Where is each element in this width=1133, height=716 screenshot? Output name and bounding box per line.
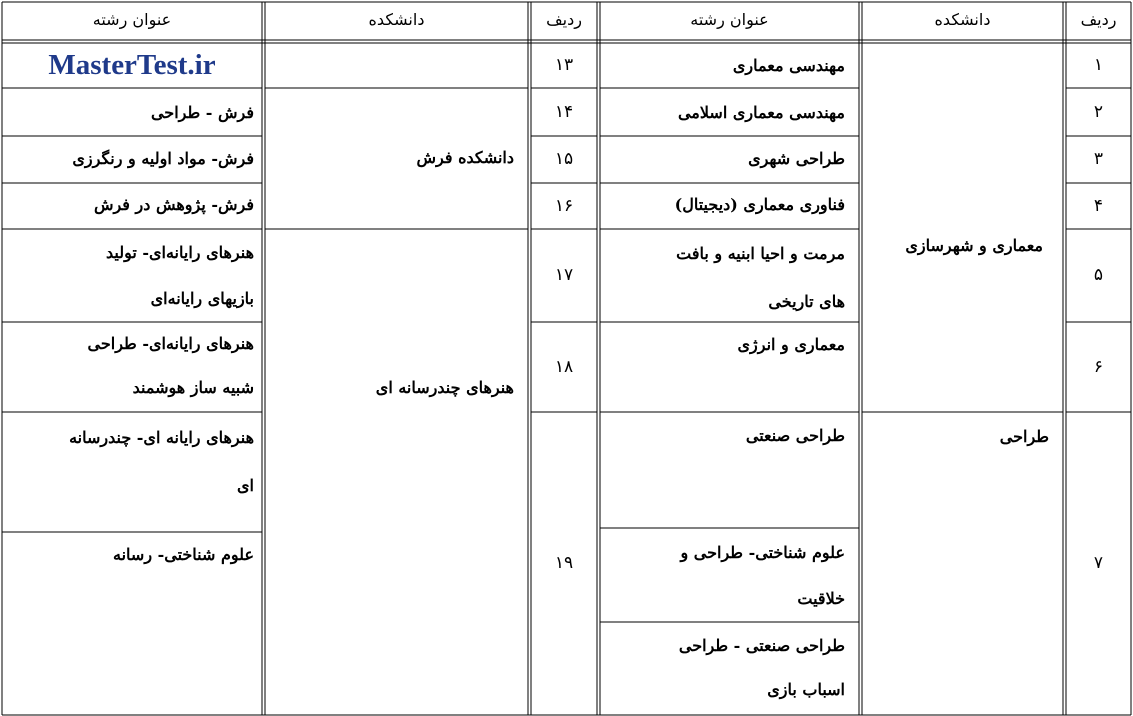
field-name: طراحی شهری xyxy=(748,149,845,168)
row-number: ۱ xyxy=(1093,55,1104,75)
field-name xyxy=(600,230,859,326)
header-daneshkadeh-right: دانشکده xyxy=(934,10,991,29)
field-name: فرش - طراحی xyxy=(150,103,254,122)
row-number: ۱۷ xyxy=(554,265,574,285)
field-line: طراحی صنعتی - طراحی xyxy=(678,636,845,655)
row-number: ۷ xyxy=(1093,553,1104,573)
row-number: ۱۳ xyxy=(554,55,574,75)
field-name xyxy=(2,230,262,322)
field-name: مهندسی معماری اسلامی xyxy=(677,103,845,122)
field-name: معماری و انرژی xyxy=(737,335,845,354)
row-number: ۱۶ xyxy=(554,196,574,216)
row-number: ۱۵ xyxy=(554,149,574,169)
row-number: ۲ xyxy=(1093,102,1104,122)
faculty-memari: معماری و شهرسازی xyxy=(905,236,1043,255)
field-line: اسباب بازی xyxy=(767,680,845,699)
row-number: ۶ xyxy=(1093,357,1104,377)
field-line: خلاقیت xyxy=(797,589,845,608)
field-name: علوم شناختی- رسانه xyxy=(113,545,254,564)
field-name xyxy=(600,530,859,622)
header-onvan-left: عنوان رشته xyxy=(92,10,172,29)
field-name xyxy=(2,322,262,410)
header-radif-left: ردیف xyxy=(546,10,582,29)
field-line: مرمت و احیا ابنیه و بافت xyxy=(676,244,845,263)
faculty-tarahi: طراحی xyxy=(999,427,1049,446)
field-line: علوم شناختی- طراحی و xyxy=(680,543,845,562)
row-number: ۱۴ xyxy=(554,102,574,122)
row-number: ۱۹ xyxy=(554,553,574,573)
field-name: فرش- پژوهش در فرش xyxy=(93,195,254,214)
field-name xyxy=(2,414,262,510)
row-number: ۳ xyxy=(1093,149,1104,169)
field-line: بازیهای رایانه‌ای xyxy=(150,289,254,308)
field-name: مهندسی معماری xyxy=(732,56,845,75)
header-daneshkadeh-left: دانشکده xyxy=(368,10,425,29)
header-radif-right: ردیف xyxy=(1080,10,1117,29)
field-line: شبیه ساز هوشمند xyxy=(132,378,254,397)
row-number: ۵ xyxy=(1093,265,1104,285)
faculty-honar: هنرهای چندرسانه ای xyxy=(375,378,514,397)
field-line: هنرهای رایانه‌ای- تولید xyxy=(105,243,254,262)
field-name: فرش- مواد اولیه و رنگرزی xyxy=(72,149,254,168)
field-line: های تاریخی xyxy=(768,292,845,311)
field-line: ای xyxy=(237,476,254,495)
row-number: ۴ xyxy=(1093,196,1104,216)
field-line: هنرهای رایانه ای- چندرسانه xyxy=(69,428,254,447)
brand-logo: MasterTest.ir xyxy=(48,49,216,81)
row-number: ۱۸ xyxy=(554,357,574,377)
field-name: فناوری معماری (دیجیتال) xyxy=(674,195,845,214)
field-name xyxy=(600,624,859,712)
field-name: طراحی صنعتی xyxy=(745,426,845,445)
faculty-farsh: دانشکده فرش xyxy=(416,148,514,167)
header-onvan-right: عنوان رشته xyxy=(690,10,769,29)
field-line: هنرهای رایانه‌ای- طراحی xyxy=(87,334,254,353)
